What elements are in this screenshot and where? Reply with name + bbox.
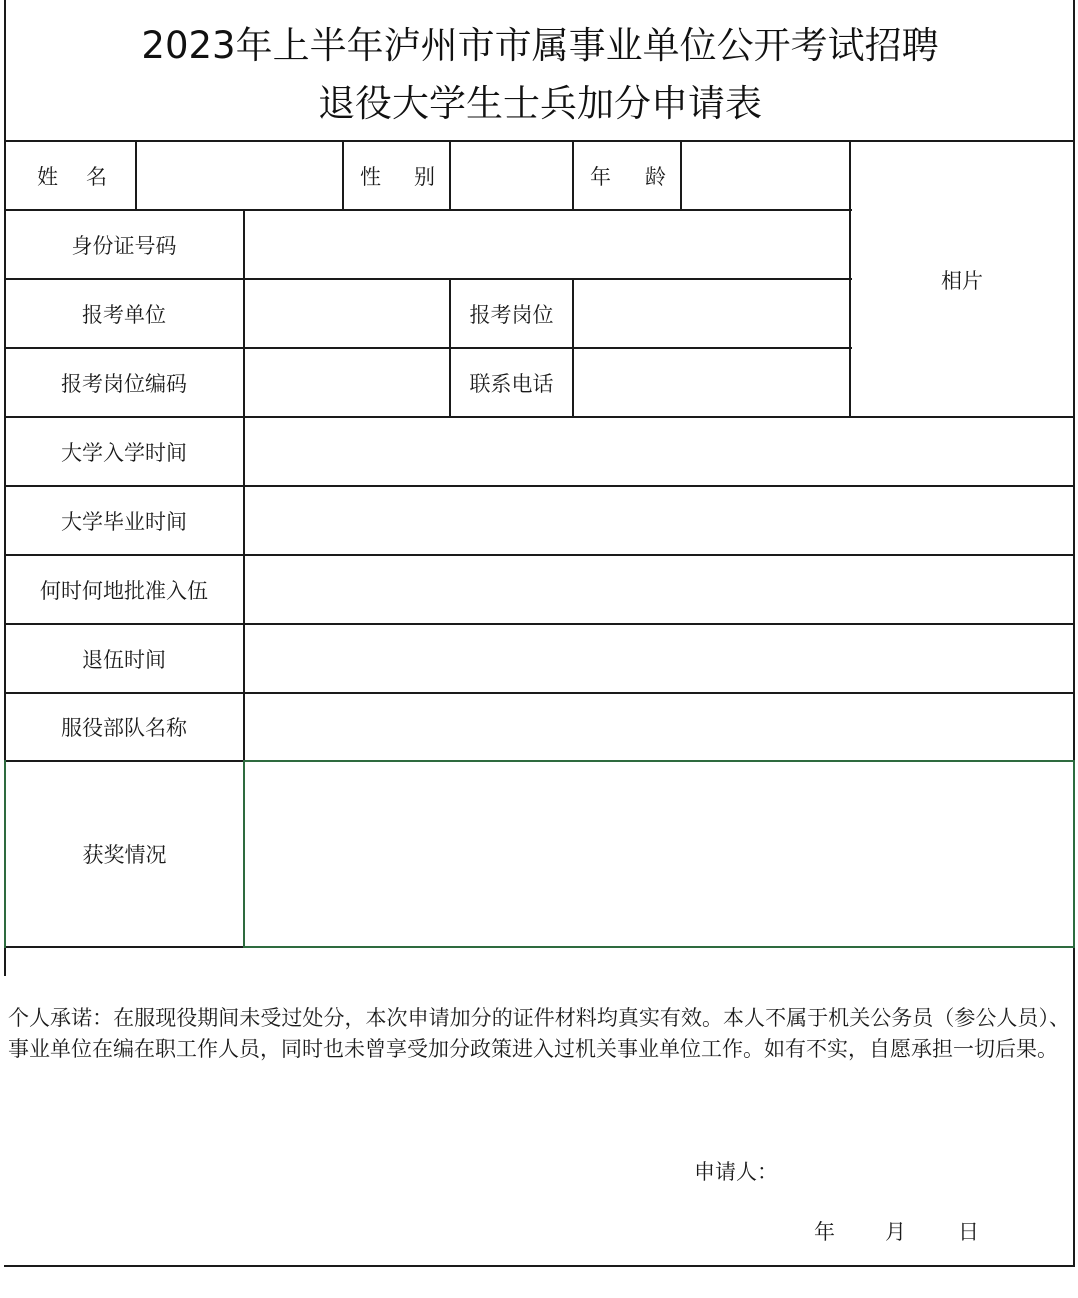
form-title-line-2: 退役大学生士兵加分申请表	[318, 82, 762, 125]
applied-post-field[interactable]	[574, 280, 849, 347]
enlistment-info-label: 何时何地批准入伍	[40, 578, 208, 603]
post-code-label: 报考岗位编码	[61, 371, 187, 396]
applied-unit-field[interactable]	[245, 280, 449, 347]
outer-border-bottom	[4, 1265, 1075, 1267]
enrollment-date-field[interactable]	[245, 418, 1073, 485]
gender-label-char-1: 性	[360, 164, 381, 189]
post-code-field[interactable]	[245, 349, 449, 416]
id-number-label: 身份证号码	[71, 233, 177, 258]
outer-border-right	[1073, 0, 1075, 1266]
graduation-date-field[interactable]	[245, 487, 1073, 554]
discharge-date-label: 退伍时间	[82, 647, 166, 672]
gender-label-char-2: 别	[414, 164, 435, 189]
applied-unit-label: 报考单位	[82, 302, 166, 327]
enrollment-date-label: 大学入学时间	[61, 440, 187, 465]
name-label-char-1: 姓	[37, 164, 58, 189]
name-field[interactable]	[137, 142, 342, 209]
date-day-label: 日	[958, 1220, 979, 1244]
enlistment-info-field[interactable]	[245, 556, 1073, 623]
personal-pledge-text: 个人承诺：在服现役期间未受过处分，本次申请加分的证件材料均真实有效。本人不属于机关公务员（参公人员）、事业单位在编在职工作人员，同时也未曾享受加分政策进入过机关事业单位工作。如有不实，自愿承担一切后果。	[8, 1006, 1070, 1061]
age-label-char-1: 年	[590, 164, 611, 189]
awards-cell-bottom-border	[244, 946, 1075, 948]
date-month-label: 月	[885, 1220, 906, 1244]
photo-box[interactable]: 相片	[941, 268, 983, 293]
discharge-date-field[interactable]	[245, 625, 1073, 692]
graduation-date-label: 大学毕业时间	[61, 509, 187, 534]
applicant-label: 申请人：	[694, 1160, 778, 1184]
grid-line-h	[4, 946, 244, 948]
gender-label	[344, 142, 449, 209]
phone-field[interactable]	[574, 349, 849, 416]
age-label	[574, 142, 680, 209]
gender-field[interactable]	[451, 142, 572, 209]
date-year-label: 年	[814, 1220, 835, 1244]
service-unit-field[interactable]	[245, 694, 1073, 760]
phone-label: 联系电话	[469, 371, 554, 396]
awards-cell-right-border	[1073, 760, 1075, 948]
age-label-char-2: 龄	[645, 164, 666, 189]
id-number-field[interactable]	[245, 211, 849, 278]
age-field[interactable]	[682, 142, 849, 209]
form-title-line-1: 2023年上半年泸州市市属事业单位公开考试招聘	[141, 24, 939, 67]
awards-label: 获奖情况	[82, 843, 167, 867]
service-unit-label: 服役部队名称	[61, 716, 187, 740]
name-label	[5, 142, 135, 209]
awards-field[interactable]	[245, 762, 1073, 946]
applied-post-label: 报考岗位	[469, 302, 554, 327]
name-label-char-2: 名	[86, 164, 107, 189]
